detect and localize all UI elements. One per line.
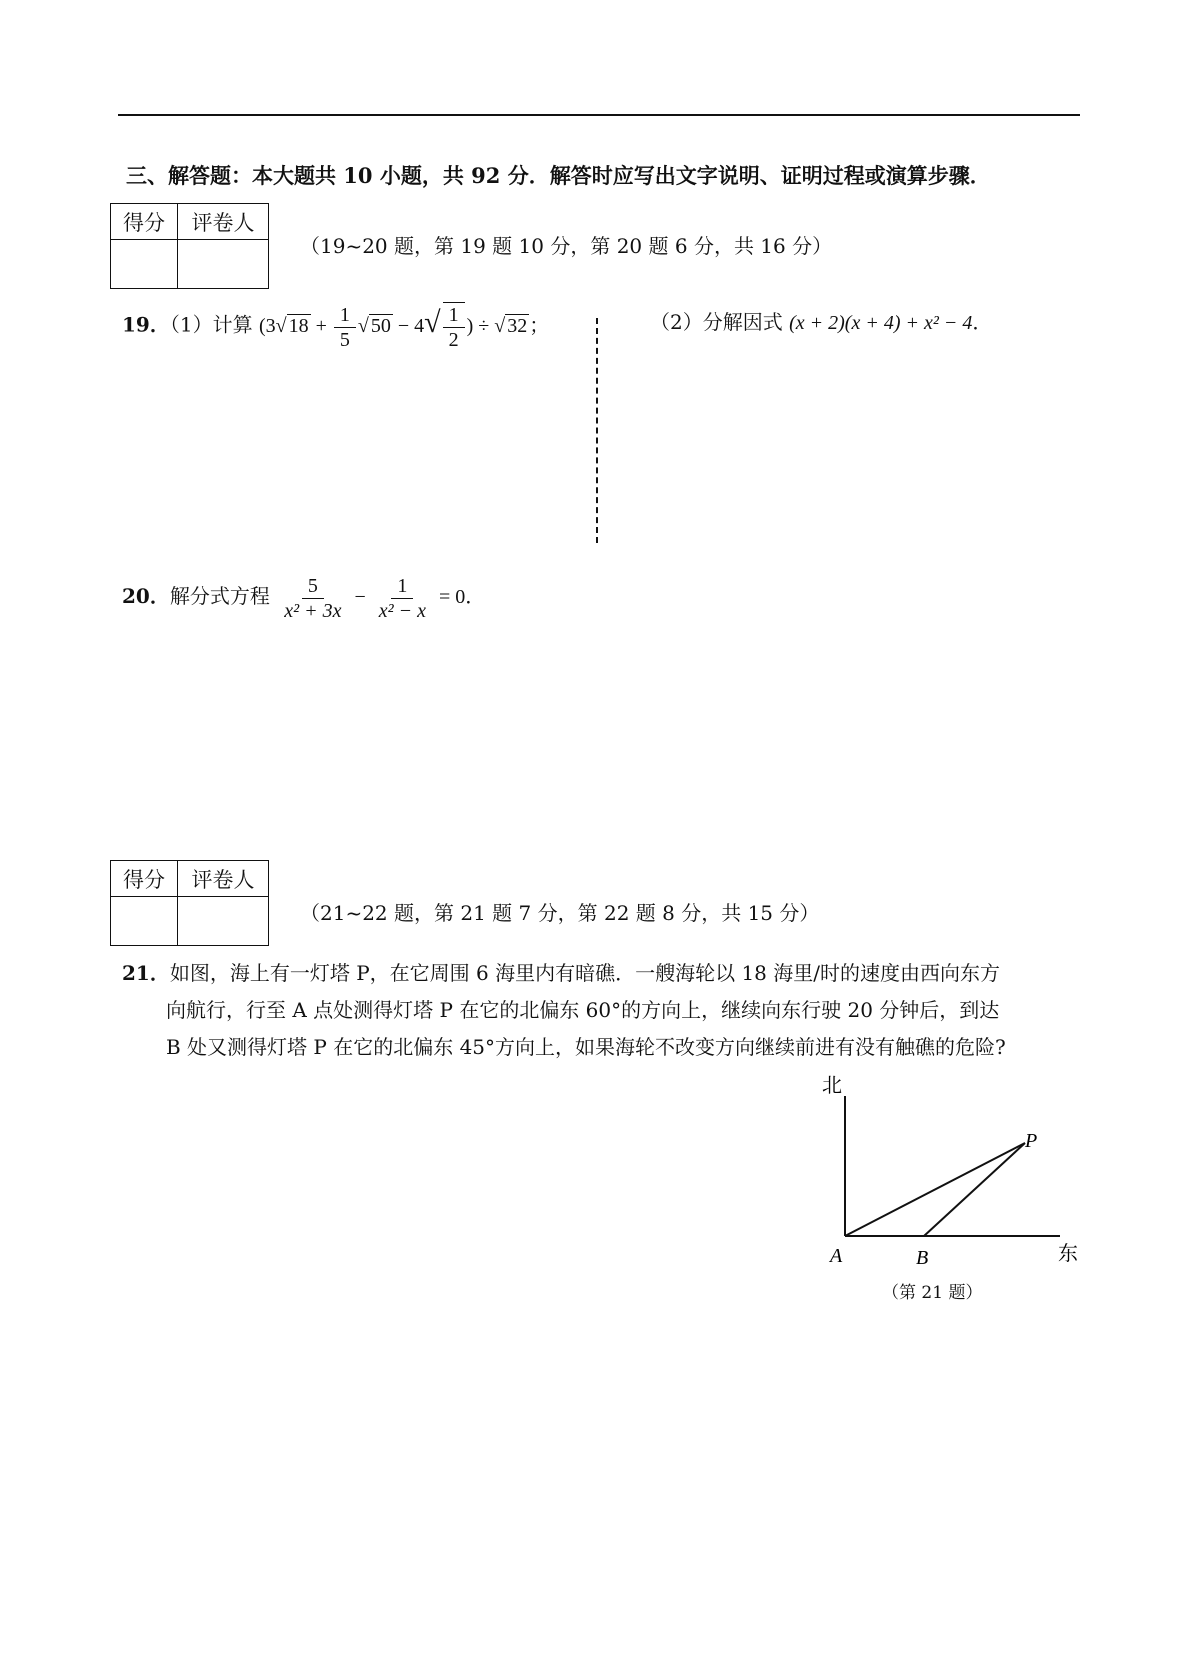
east-label: 东: [1058, 1243, 1078, 1265]
q19-number: 19．: [122, 312, 170, 337]
figure-caption: （第 21 题）: [882, 1283, 983, 1303]
north-label: 北: [822, 1075, 842, 1097]
score-cell: [111, 240, 178, 289]
q21: [122, 955, 1082, 1066]
group-note-1: （19~20 题，第 19 题 10 分，第 20 题 6 分，共 16 分）: [300, 234, 833, 258]
header-rule: [118, 114, 1080, 116]
q19-part1-expression: (3√ 18 + $\frac{1}{5}$ √ 50 − 4√ $\frac{1}{2}$ ) ÷ √ 32 ；: [258, 303, 550, 351]
score-table-2: [110, 860, 269, 946]
grader-header: 评卷人: [178, 204, 269, 240]
group-note-2: （21~22 题，第 21 题 7 分，第 22 题 8 分，共 15 分）: [300, 901, 820, 925]
q19-part2-prefix: （2）分解因式: [650, 310, 783, 334]
answer-divider: [596, 318, 598, 543]
line-AP: [845, 1143, 1025, 1236]
section-title: 三、解答题：本大题共 10 小题，共 92 分．解答时应写出文字说明、证明过程或演算步骤．: [126, 163, 991, 188]
score-header: 得分: [111, 204, 178, 240]
point-A-label: A: [830, 1245, 843, 1267]
score-header: 得分: [111, 861, 178, 897]
line-BP: [924, 1143, 1025, 1236]
q19-part1: [122, 302, 549, 352]
q20-number: 20．: [122, 584, 170, 609]
q19-part2: （2）分解因式 (x + 2)(x + 4) + x² − 4．: [650, 310, 993, 334]
q19-part1-prefix: （1）计算: [169, 312, 253, 337]
q20-equation: $\frac{5}{\text{x² + 3x}}$ − $\frac{1}{\text{x² − x}}$ = 0．: [284, 575, 486, 622]
q21-line-1: 如图，海上有一灯塔 P，在它周围 6 海里内有暗礁．一艘海轮以 18 海里/时的速度由西向东方: [169, 961, 1000, 985]
score-table-1: [110, 203, 269, 289]
q21-figure: [810, 1070, 1090, 1280]
q21-number: 21．: [122, 961, 170, 985]
grader-header: 评卷人: [178, 861, 269, 897]
point-P-label: P: [1025, 1130, 1038, 1152]
q21-line-3: B 处又测得灯塔 P 在它的北偏东 45°方向上，如果海轮不改变方向继续前进有没有触礁的危险?: [166, 1035, 1006, 1059]
q20: [122, 574, 485, 623]
q19-part2-expression: (x + 2)(x + 4) + x² − 4: [789, 312, 973, 334]
score-cell: [111, 897, 178, 946]
q21-line-2: 向航行，行至 A 点处测得灯塔 P 在它的北偏东 60°的方向上，继续向东行驶 20 分钟后，到达: [166, 998, 1000, 1022]
grader-cell: [178, 897, 269, 946]
point-B-label: B: [916, 1247, 929, 1269]
grader-cell: [178, 240, 269, 289]
q20-prefix: 解分式方程: [169, 584, 270, 609]
